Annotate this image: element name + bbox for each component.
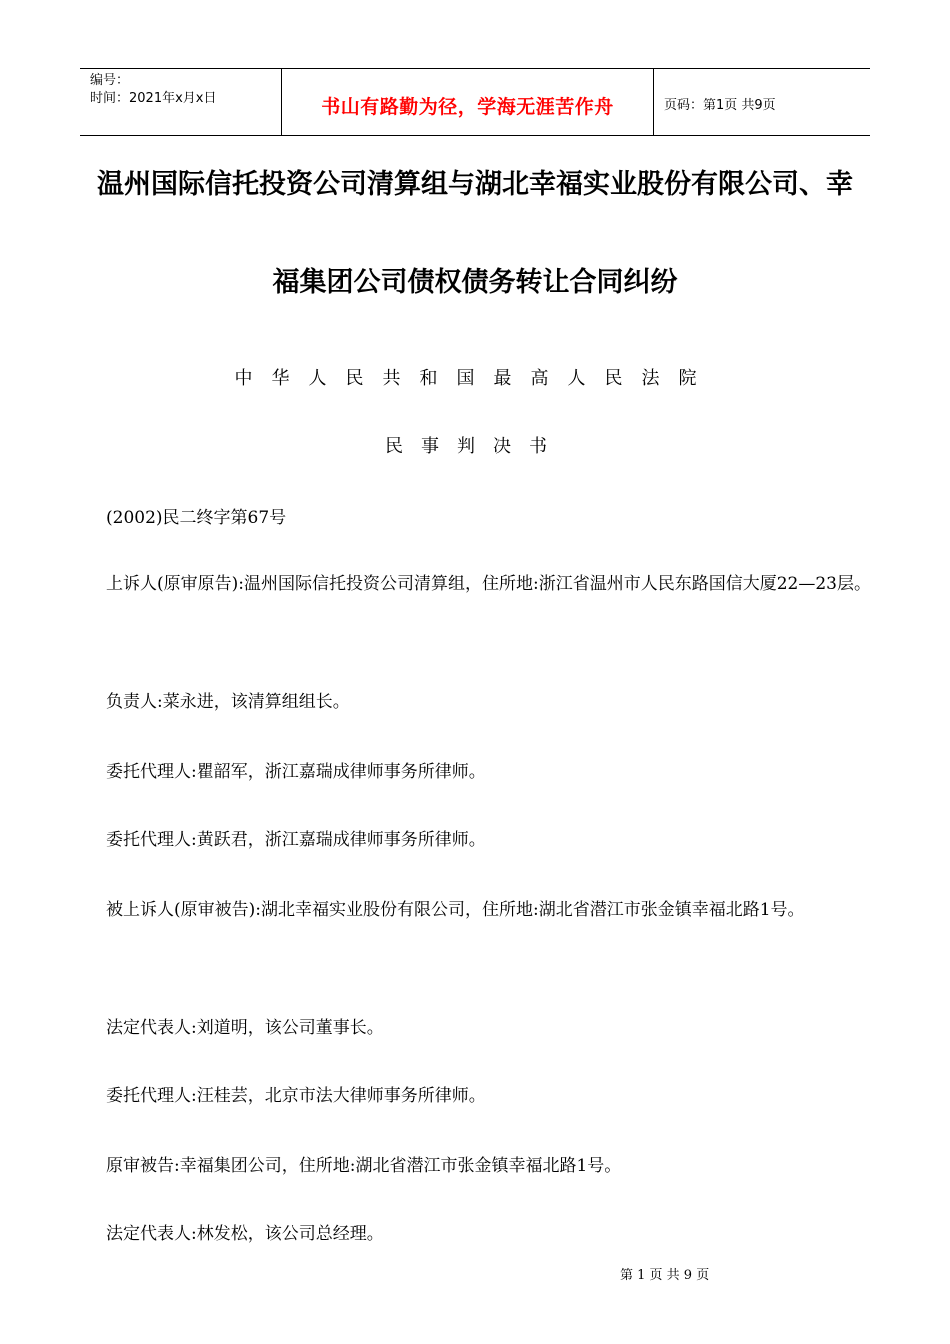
document-title-line-2: 福集团公司债权债务转让合同纠纷 [272,267,678,298]
appellant-paragraph: 上诉人(原审原告):温州国际信托投资公司清算组，住所地:浙江省温州市人民东路国信大厦22—23层。 [106,574,871,594]
court-name: 中华人民共和国最高人民法院 [234,368,716,389]
agent-2: 委托代理人:黄跃君，浙江嘉瑞成律师事务所律师。 [106,830,486,850]
page-info: 页码：第1页 共9页 [664,97,776,113]
header-table [80,68,870,136]
legal-representative-1: 法定代表人:刘道明，该公司董事长。 [106,1018,384,1038]
number-label: 编号： [90,73,130,88]
original-defendant: 原审被告:幸福集团公司，住所地:湖北省潜江市张金镇幸福北路1号。 [106,1156,622,1176]
responsible-person: 负责人:菜永进，该清算组组长。 [106,692,350,712]
document-title-line-1: 温州国际信托投资公司清算组与湖北幸福实业股份有限公司、幸 [97,169,853,200]
document-type: 民事判决书 [385,436,565,457]
agent-1: 委托代理人:瞿韶军，浙江嘉瑞成律师事务所律师。 [106,762,486,782]
appellee-paragraph: 被上诉人(原审被告):湖北幸福实业股份有限公司，住所地:湖北省潜江市张金镇幸福北路1号。 [106,900,805,920]
agent-3: 委托代理人:汪桂芸，北京市法大律师事务所律师。 [106,1086,486,1106]
motto: 书山有路勤为径，学海无涯苦作舟 [282,69,654,135]
case-number: (2002)民二终字第67号 [106,508,287,528]
header-info-cell [80,69,282,135]
page-footer: 第 1 页 共 9 页 [620,1268,710,1283]
legal-representative-2: 法定代表人:林发松，该公司总经理。 [106,1224,384,1244]
time-label: 时间：2021年x月x日 [90,91,217,106]
